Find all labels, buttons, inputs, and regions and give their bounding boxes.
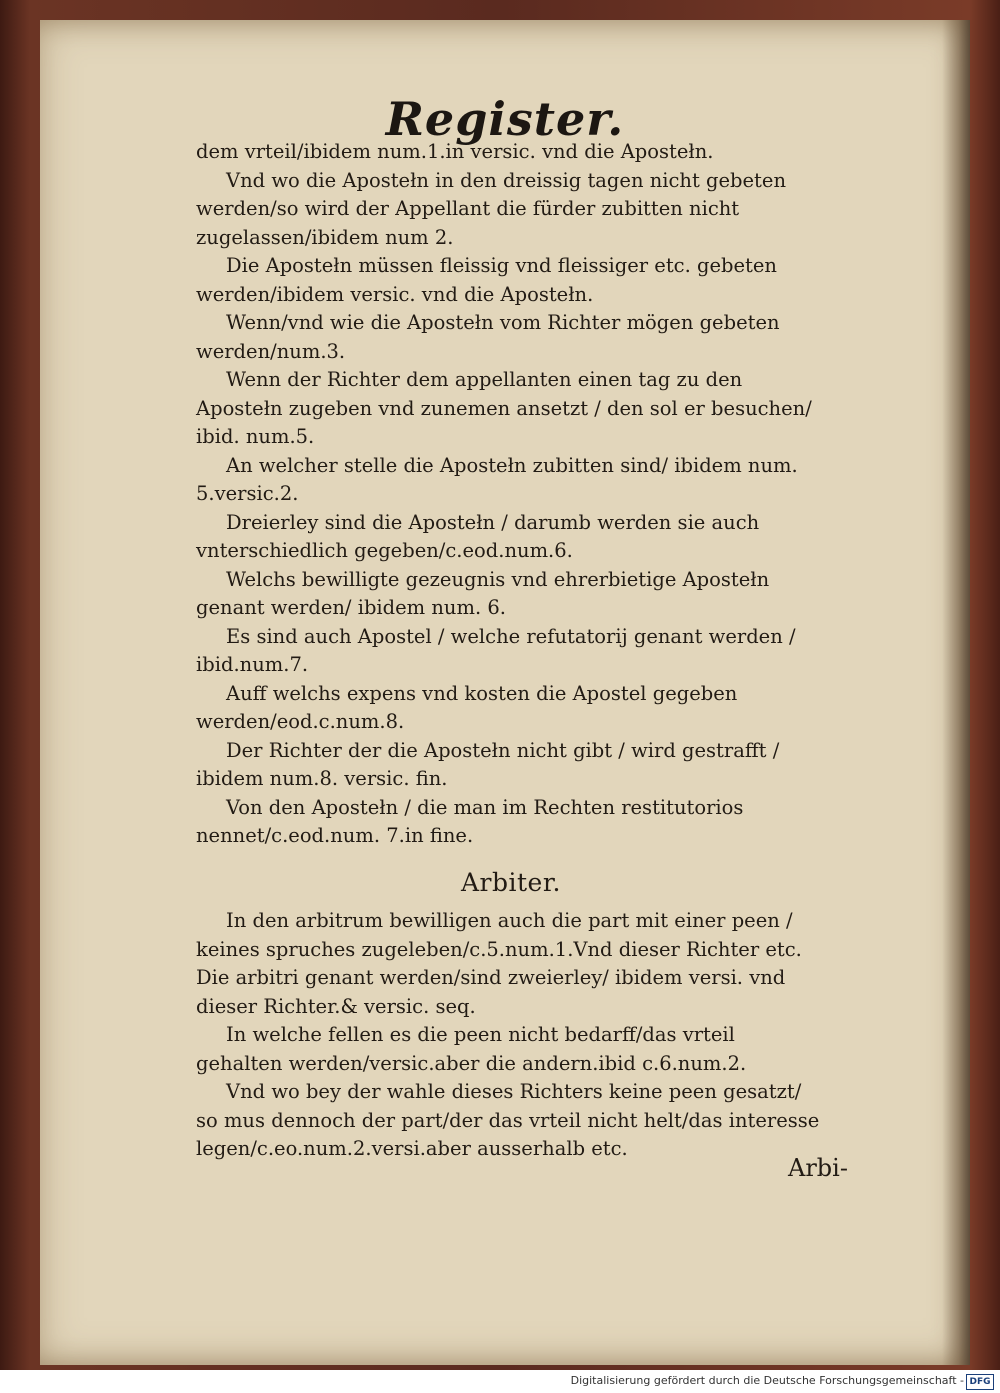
- entry-line: Wenn der Richter dem appellanten einen tag zu den Apostełn zugeben vnd zunemen ansetzt / den sol er besuchen/ ibid. num.5.: [196, 368, 812, 448]
- page-header: Register.: [385, 92, 625, 146]
- entry-line: Der Richter der die Apostełn nicht gibt / wird gestrafft / ibidem num.8. versic. fin.: [196, 738, 780, 790]
- dfg-logo-icon[interactable]: DFG: [966, 1374, 994, 1390]
- page-body: [196, 138, 826, 1164]
- entry-line: Die Apostełn müssen fleissig vnd fleissiger etc. gebeten werden/ibidem versic. vnd die Apostełn.: [196, 254, 777, 306]
- section-entry: Vnd wo bey der wahle dieses Richters keine peen gesatzt/ so mus dennoch der part/der das vrteil nicht helt/das interesse legen/c.eo.num.2.versi.aber ausserhalb etc.: [196, 1080, 820, 1160]
- section-entry: In den arbitrum bewilligen auch die part mit einer peen / keines spruches zugeleben/c.5.num.1.Vnd dieser Richter etc. Die arbitri genant werden/sind zweierley/ ibidem versi. vnd dieser Richter.& versic. seq.: [196, 909, 802, 1018]
- catchword: Arbi-: [788, 1154, 848, 1182]
- footer-credit: Digitalisierung gefördert durch die Deutsche Forschungsgemeinschaft -: [570, 1374, 964, 1387]
- entry-line: dem vrteil/ibidem num.1.in versic. vnd die Apostełn.: [196, 140, 714, 163]
- entry-line: Vnd wo die Apostełn in den dreissig tagen nicht gebeten werden/so wird der Appellant die fürder zubitten nicht zugelassen/ibidem num 2.: [196, 168, 786, 249]
- section-entry: In welche fellen es die peen nicht bedarff/das vrteil gehalten werden/versic.aber die andern.ibid c.6.num.2.: [196, 1023, 747, 1075]
- entry-line: Von den Apostełn / die man im Rechten restitutorios nennet/c.eod.num. 7.in fine.: [196, 795, 744, 847]
- entry-line: Wenn/vnd wie die Apostełn vom Richter mögen gebeten werden/num.3.: [196, 311, 780, 363]
- entry-line: Dreierley sind die Apostełn / darumb werden sie auch vnterschiedlich gegeben/c.eod.num.6.: [196, 510, 760, 562]
- entry-line: Auff welchs expens vnd kosten die Apostel gegeben werden/eod.c.num.8.: [196, 681, 738, 733]
- footer-bar: [0, 1370, 1000, 1393]
- entry-line: Es sind auch Apostel / welche refutatorij genant werden / ibid.num.7.: [196, 624, 796, 676]
- page-gutter-shadow: [942, 20, 970, 1365]
- entry-line: An welcher stelle die Apostełn zubitten sind/ ibidem num. 5.versic.2.: [196, 453, 798, 505]
- entry-line: Welchs bewilligte gezeugnis vnd ehrerbietige Apostełn genant werden/ ibidem num. 6.: [196, 567, 770, 619]
- section-heading: Arbiter.: [461, 867, 561, 897]
